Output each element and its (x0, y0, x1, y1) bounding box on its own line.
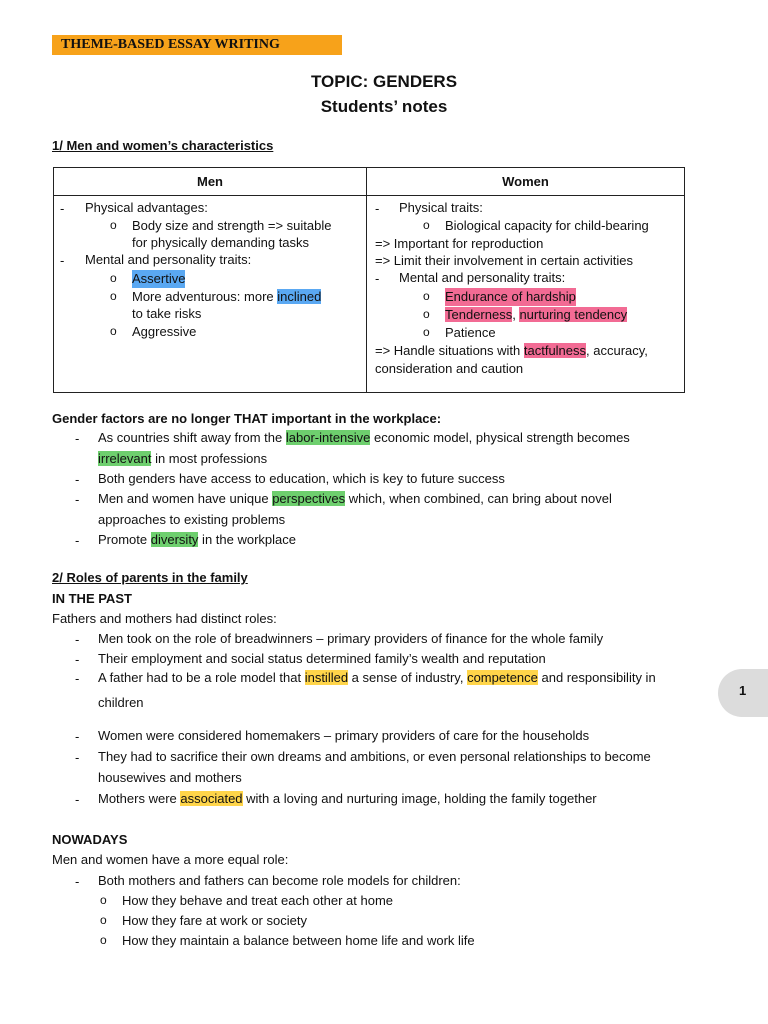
women-mental: Mental and personality traits: (399, 270, 566, 285)
gf-bullet-1b: irrelevant in most professions (98, 451, 268, 466)
women-limit: => Limit their involvement in certain activities (375, 253, 633, 268)
past-bullet-5: They had to sacrifice their own dreams and ambitions, or even personal relationships to become (98, 749, 651, 764)
gf-bullet-2: Both genders have access to education, which is key to future success (98, 471, 505, 486)
nowadays-intro: Men and women have a more equal role: (52, 852, 289, 867)
table-header-women: Women (367, 168, 685, 196)
page-number: 1 (739, 683, 747, 698)
men-adventurous-b: to take risks (132, 306, 202, 321)
now-sub-2: How they fare at work or society (122, 913, 307, 928)
women-endurance: Endurance of hardship (445, 289, 576, 304)
women-patience: Patience (445, 325, 496, 340)
now-bullet-1: Both mothers and fathers can become role models for children: (98, 873, 461, 888)
men-mental: Mental and personality traits: (85, 252, 252, 267)
past-bullet-3: A father had to be a role model that instilled a sense of industry, competence and responsibility in (98, 670, 656, 685)
now-sub-3: How they maintain a balance between home life and work life (122, 933, 475, 948)
women-handle: => Handle situations with tactfulness, accuracy, (375, 343, 648, 358)
gf-bullet-4: Promote diversity in the workplace (98, 532, 296, 547)
past-label: IN THE PAST (52, 591, 132, 606)
past-bullet-5b: housewives and mothers (98, 770, 242, 785)
page-subtitle: Students’ notes (320, 97, 448, 116)
women-tenderness: Tenderness, nurturing tendency (445, 307, 628, 322)
women-handle-b: consideration and caution (375, 361, 524, 376)
men-cell: - Physical advantages: o Body size and strength => suitable for physically demanding tasks - Mental and personality traits: o Assertive o More adventurous: more inclined to take risks o Aggressive (54, 196, 367, 393)
nowadays-label: NOWADAYS (52, 832, 128, 847)
gender-factors-heading: Gender factors are no longer THAT important in the workplace: (52, 411, 442, 426)
men-physical: Physical advantages: (85, 200, 208, 215)
page-title: TOPIC: GENDERS (310, 72, 458, 91)
past-bullet-3b: children (98, 695, 144, 710)
page-number-badge (718, 669, 768, 717)
past-bullet-6: Mothers were associated with a loving and nurturing image, holding the family together (98, 791, 597, 806)
table-header-men: Men (54, 168, 367, 196)
past-intro: Fathers and mothers had distinct roles: (52, 611, 277, 626)
men-adventurous: More adventurous: more inclined (132, 289, 322, 304)
characteristics-table (53, 167, 685, 393)
men-body-b: for physically demanding tasks (132, 235, 310, 250)
section-2-heading: 2/ Roles of parents in the family (52, 570, 248, 585)
men-assertive: Assertive (132, 271, 186, 286)
gf-bullet-3b: approaches to existing problems (98, 512, 286, 527)
gf-bullet-3: Men and women have unique perspectives which, when combined, can bring about novel (98, 491, 612, 506)
past-bullet-4: Women were considered homemakers – primary providers of care for the households (98, 728, 590, 743)
women-cell: - Physical traits: o Biological capacity for child-bearing => Important for reproduction => Limit their involvement in certain activities - Mental and personality traits: o Endurance of hardship o Tenderness, nurturing tendency o Patience => Handle situations with tactfulness, accuracy, consideration and caution (367, 196, 685, 393)
women-repro: => Important for reproduction (375, 236, 544, 251)
now-sub-1: How they behave and treat each other at home (122, 893, 394, 908)
theme-banner (52, 35, 342, 55)
women-physical: Physical traits: (399, 200, 483, 215)
past-bullet-2: Their employment and social status determined family’s wealth and reputation (98, 651, 546, 666)
gf-bullet-1: As countries shift away from the labor-intensive economic model, physical strength becomes (98, 430, 630, 445)
section-1-heading: 1/ Men and women’s characteristics (52, 138, 274, 153)
past-bullet-1: Men took on the role of breadwinners – primary providers of finance for the whole family (98, 631, 604, 646)
men-aggressive: Aggressive (132, 324, 197, 339)
banner-text: THEME-BASED ESSAY WRITING (61, 37, 280, 52)
men-body-a: Body size and strength => suitable (132, 218, 332, 233)
women-bio: Biological capacity for child-bearing (445, 218, 649, 233)
